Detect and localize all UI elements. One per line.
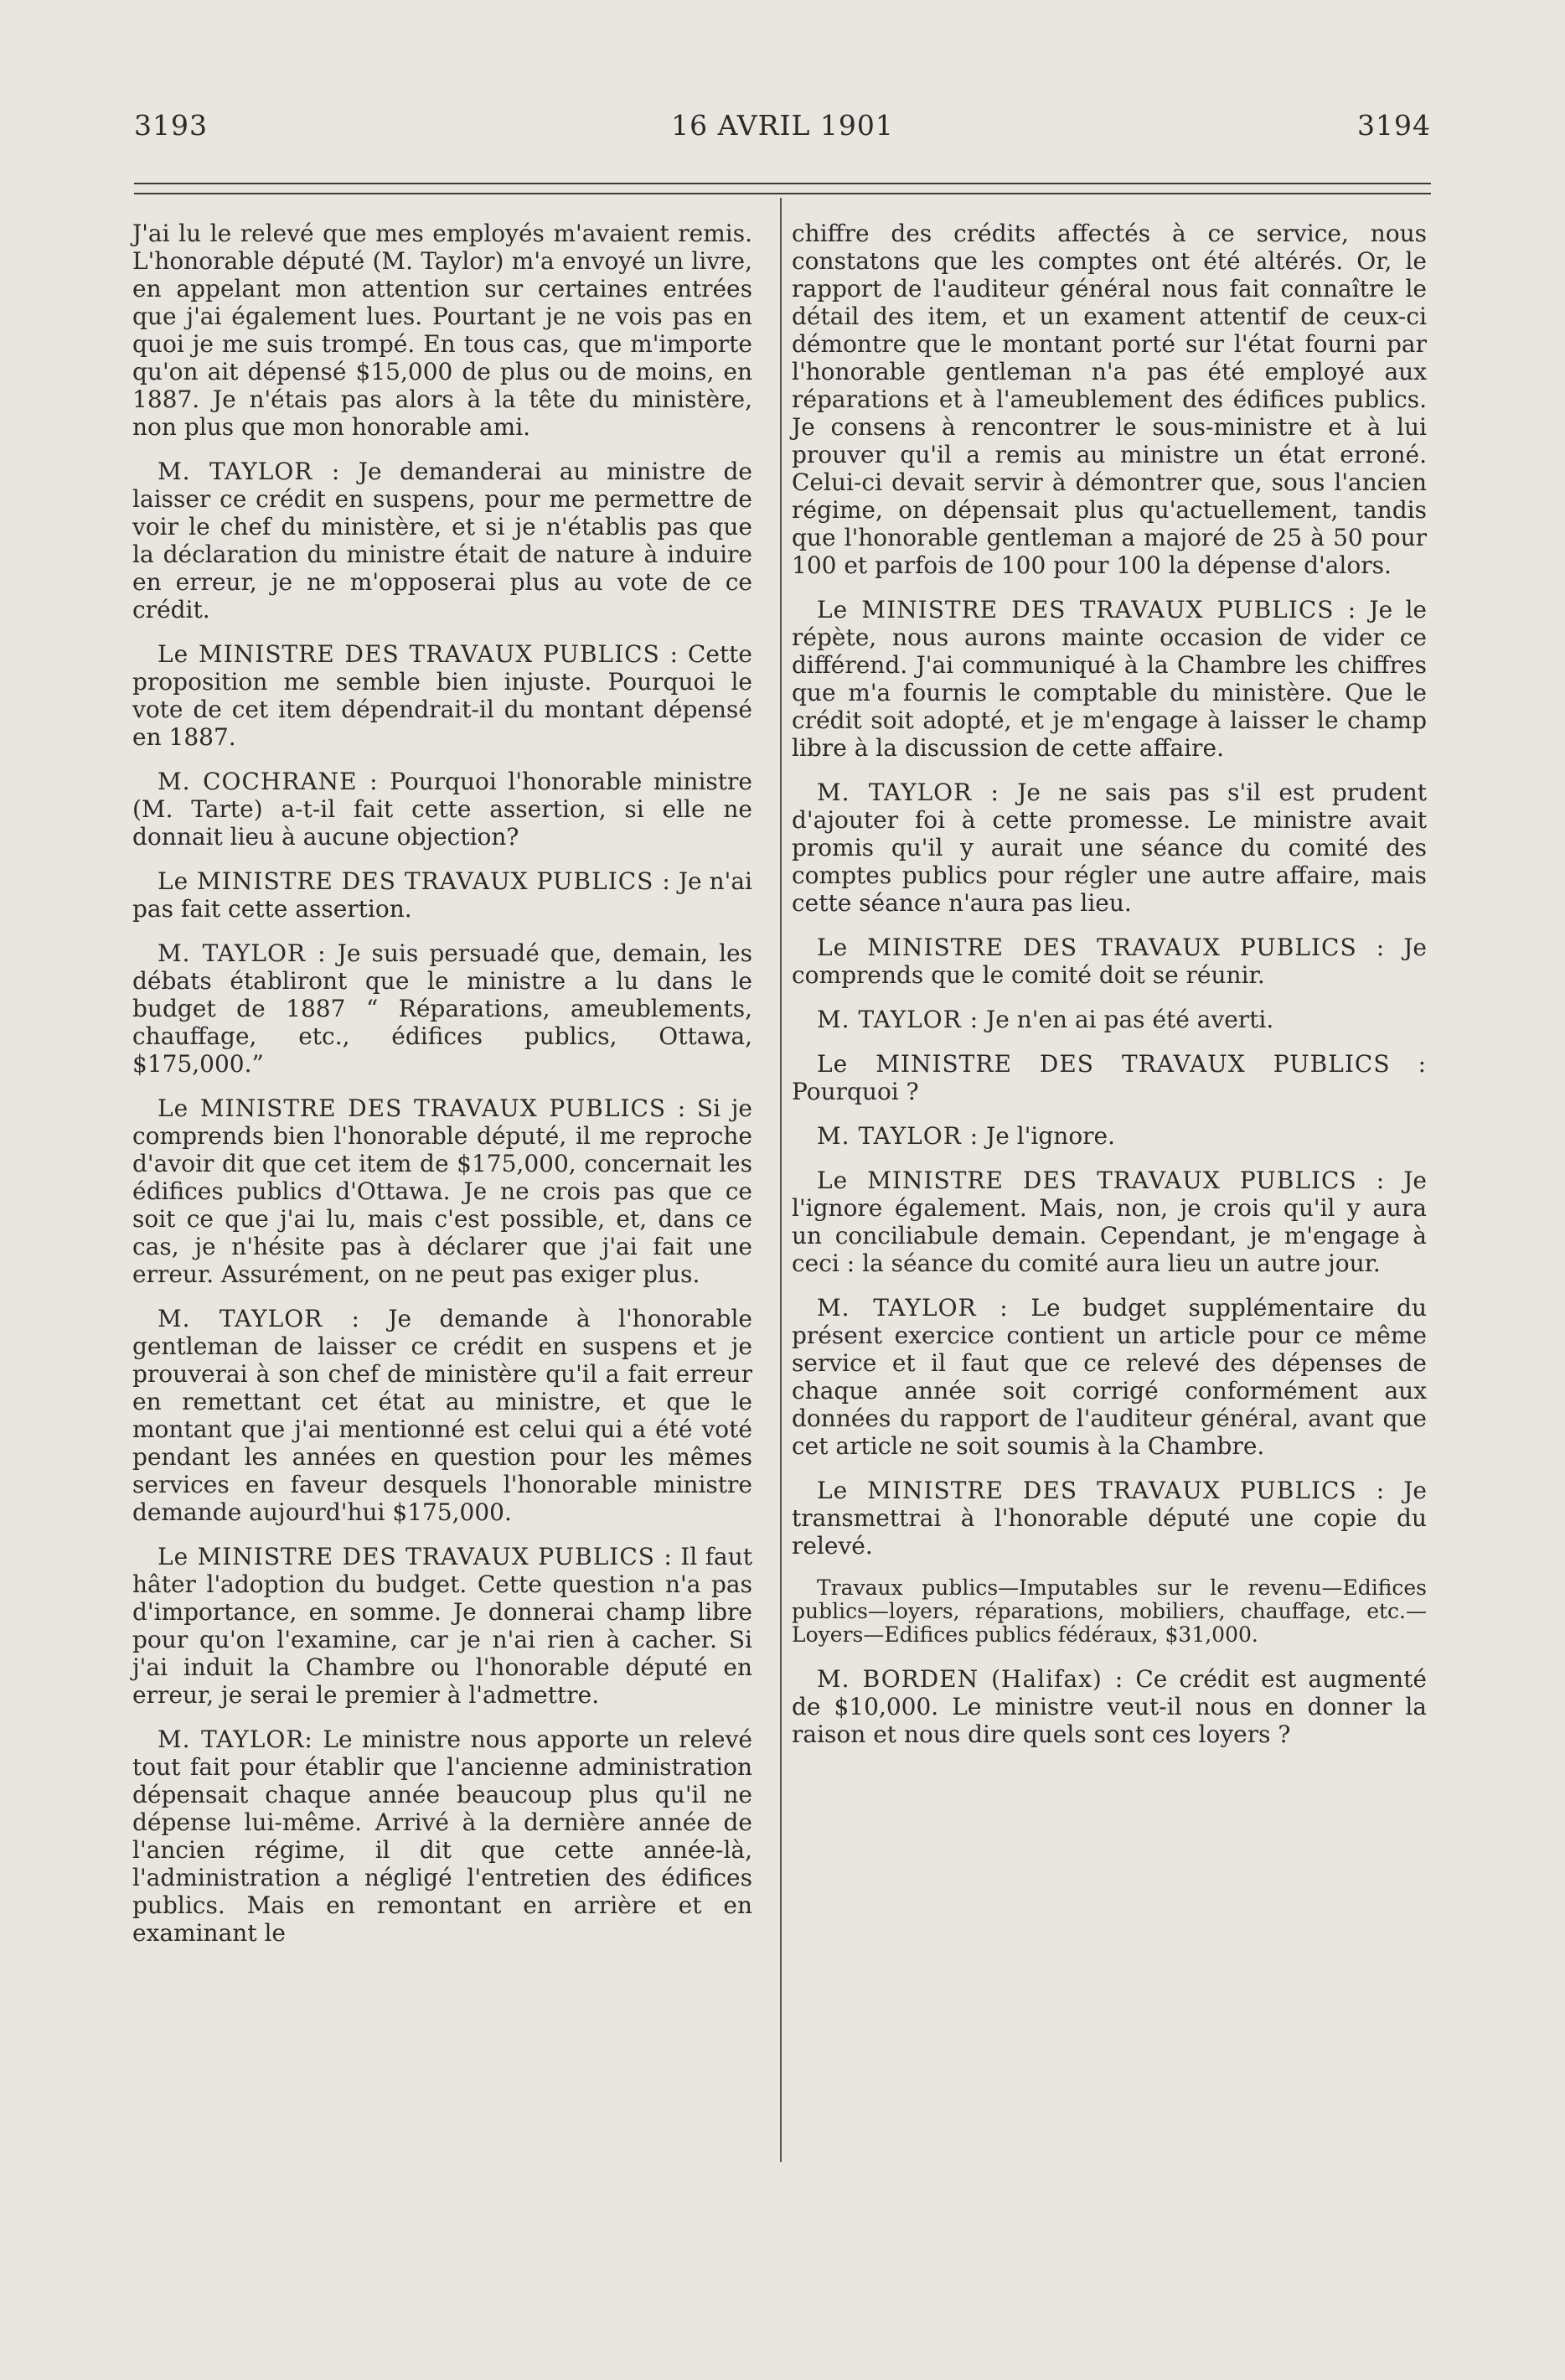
left-column (132, 220, 752, 1964)
paragraph-text: Je l'ignore. (979, 1122, 1116, 1150)
paragraph-text: Il faut hâter l'adoption du budget. Cette question n'a pas d'importance, en somme. Je donnerai champ libre pour qu'on l'examine, car je n'ai rien à cacher. Si j'ai induit la Chambre ou l'honorable député en erreur, je serai le premier à l'admettre. (132, 1543, 752, 1709)
paragraph (792, 1665, 1427, 1748)
paragraph-text: Ce crédit est augmenté de $10,000. Le ministre veut-il nous en donner la raison et nous dire quels sont ces loyers ? (792, 1665, 1427, 1748)
paragraph-text: Si je comprends bien l'honorable député, il me reproche d'avoir dit que cet item de $175,000, concernait les édifices publics d'Ottawa. Je ne crois pas que ce soit ce que j'ai lu, mais c'est possible, et, dans ce cas, je n'hésite pas à déclarer que j'ai fait une erreur. Assurément, on ne peut pas exiger plus. (132, 1094, 752, 1288)
paragraph (132, 1726, 752, 1947)
paragraph-text: Je suis persuadé que, demain, les débats établiront que le ministre a lu dans le budget de 1887 “ Réparations, ameublements, chauffage, etc., édifices publics, Ottawa, $175,000.” (132, 939, 752, 1078)
paragraph (132, 458, 752, 623)
speaker-name: Le MINISTRE DES TRAVAUX PUBLICS : (158, 640, 679, 668)
speaker-name: Le MINISTRE DES TRAVAUX PUBLICS : (158, 1543, 673, 1570)
paragraph-text: Le budget supplémentaire du présent exercice contient un article pour ce même service et il faut que ce relevé des dépenses de chaque année soit corrigé conformément aux données du rapport de l'auditeur général, avant que cet article ne soit soumis à la Chambre. (792, 1294, 1427, 1460)
paragraph-text: Je comprends que le comité doit se réunir. (792, 934, 1427, 989)
speaker-name: Le MINISTRE DES TRAVAUX PUBLICS : (817, 934, 1386, 961)
speaker-name: Le MINISTRE DES TRAVAUX PUBLICS : (158, 867, 671, 895)
paragraph (132, 220, 752, 441)
speaker-name: Le MINISTRE DES TRAVAUX PUBLICS : (817, 596, 1357, 623)
header-rule-bottom (134, 193, 1431, 194)
paragraph-text: Pourquoi ? (792, 1078, 919, 1105)
paragraph-text: chiffre des crédits affectés à ce service, nous constatons que les comptes ont été altérés. Or, le rapport de l'auditeur général nous fait connaître le détail des item, et un exament attentif de ceux-ci démontre que le montant porté sur l'état fourni par l'honorable gentleman n'a pas été employé aux réparations et à l'ameublement des édifices publics. Je consens à rencontrer le sous-ministre et à lui prouver qu'il a remis au ministre un état erroné. Celui-ci devait servir à démontrer que, sous l'ancien régime, on dépensait plus qu'actuellement, tandis que l'honorable gentleman a majoré de 25 à 50 pour 100 et parfois de 100 pour 100 la dépense d'alors. (792, 220, 1427, 579)
speaker-name: M. TAYLOR : (817, 779, 999, 806)
paragraph-text: Cette proposition me semble bien injuste. Pourquoi le vote de cet item dépendrait-il du montant dépensé en 1887. (132, 640, 753, 751)
paragraph (792, 596, 1427, 762)
paragraph-text: Travaux publics—Imputables sur le revenu—Edifices publics—loyers, réparations, mobiliers, chauffage, etc.—Loyers—Edifices publics fédéraux, $31,000. (792, 1575, 1427, 1647)
paragraph (792, 779, 1427, 917)
speaker-name: M. TAYLOR : (817, 1006, 979, 1033)
paragraph-text: J'ai lu le relevé que mes employés m'avaient remis. L'honorable député (M. Taylor) m'a envoyé un livre, en appelant mon attention sur certaines entrées que j'ai également lues. Pourtant je ne vois pas en quoi je me suis trompé. En tous cas, que m'importe qu'on ait dépensé $15,000 de plus ou de moins, en 1887. Je n'étais pas alors à la tête du ministère, non plus que mon honorable ami. (132, 220, 752, 441)
paragraph (132, 1305, 752, 1526)
page-number-left: 3193 (134, 109, 208, 142)
paragraph (792, 1006, 1427, 1033)
speaker-name: M. TAYLOR : (158, 458, 341, 485)
page-date: 16 AVRIL 1901 (671, 109, 894, 142)
paragraph (132, 1094, 752, 1288)
speaker-name: M. TAYLOR : (158, 939, 327, 967)
paragraph-text: Je demande à l'honorable gentleman de laisser ce crédit en suspens et je prouverai à son chef de ministère qu'il a fait erreur en remettant cet état au ministre, et que le montant que j'ai mentionné est celui qui a été voté pendant les années en question pour les mêmes services en faveur desquels l'honorable ministre demande aujourd'hui $175,000. (132, 1305, 752, 1526)
paragraph (792, 934, 1427, 989)
speaker-name: M. TAYLOR : (158, 1305, 360, 1332)
paragraph (792, 1294, 1427, 1460)
paragraph-text: Pourquoi l'honorable ministre (M. Tarte) a-t-il fait cette assertion, si elle ne donnait lieu à aucune objection? (132, 768, 752, 851)
page-header (134, 109, 1431, 151)
speaker-name: M. COCHRANE : (158, 768, 379, 795)
paragraph (132, 939, 752, 1078)
paragraph-text: Le ministre nous apporte un relevé tout fait pour établir que l'ancienne administration dépensait chaque année beaucoup plus qu'il ne dépense lui-même. Arrivé à la dernière année de l'ancien régime, il dit que cette année-là, l'administration a négligé l'entretien des édifices publics. Mais en remontant en arrière et en examinant le (132, 1726, 752, 1947)
paragraph (132, 640, 752, 751)
speaker-name: M. TAYLOR : (817, 1294, 1009, 1322)
paragraph (132, 1543, 752, 1709)
speaker-name: Le MINISTRE DES TRAVAUX PUBLICS : (158, 1094, 687, 1122)
speaker-name: M. TAYLOR : (817, 1122, 979, 1150)
paragraph-text: Je ne sais pas s'il est prudent d'ajouter foi à cette promesse. Le ministre avait promis qu'il y aurait une séance du comité des comptes publics pour régler une autre affaire, mais cette séance n'aura pas lieu. (792, 779, 1427, 917)
paragraph-text: Je n'en ai pas été averti. (979, 1006, 1274, 1033)
paragraph-text: Je demanderai au ministre de laisser ce crédit en suspens, pour me permettre de voir le chef du ministère, et si je n'établis pas que la déclaration du ministre était de nature à induire en erreur, je ne m'opposerai plus au vote de ce crédit. (132, 458, 752, 623)
speaker-name: M. TAYLOR: (158, 1726, 313, 1753)
paragraph (792, 1050, 1427, 1105)
page-number-right: 3194 (1357, 109, 1431, 142)
column-divider (780, 198, 782, 2162)
paragraph-text: Je l'ignore également. Mais, non, je crois qu'il y aura un conciliabule demain. Cependant, je m'engage à ceci : la séance du comité aura lieu un autre jour. (792, 1167, 1427, 1277)
paragraph (792, 1122, 1427, 1150)
paragraph (132, 768, 752, 851)
paragraph-text: Je transmettrai à l'honorable député une copie du relevé. (792, 1477, 1427, 1560)
speaker-name: Le MINISTRE DES TRAVAUX PUBLICS : (817, 1477, 1386, 1504)
speaker-name: M. BORDEN (Halifax) : (817, 1665, 1124, 1693)
paragraph-text: Je le répète, nous aurons mainte occasion de vider ce différend. J'ai communiqué à la Chambre les chiffres que m'a fournis le comptable du ministère. Que le crédit soit adopté, et je m'engage à laisser le champ libre à la discussion de cette affaire. (792, 596, 1428, 762)
paragraph (792, 220, 1427, 579)
budget-item (792, 1576, 1427, 1647)
paragraph (792, 1477, 1427, 1560)
paragraph (132, 867, 752, 923)
paragraph-text: Je n'ai pas fait cette assertion. (132, 867, 752, 923)
speaker-name: Le MINISTRE DES TRAVAUX PUBLICS : (817, 1167, 1386, 1194)
speaker-name: Le MINISTRE DES TRAVAUX PUBLICS : (817, 1050, 1427, 1078)
paragraph (792, 1167, 1427, 1277)
header-rule-top (134, 183, 1431, 184)
right-column (792, 220, 1427, 1765)
